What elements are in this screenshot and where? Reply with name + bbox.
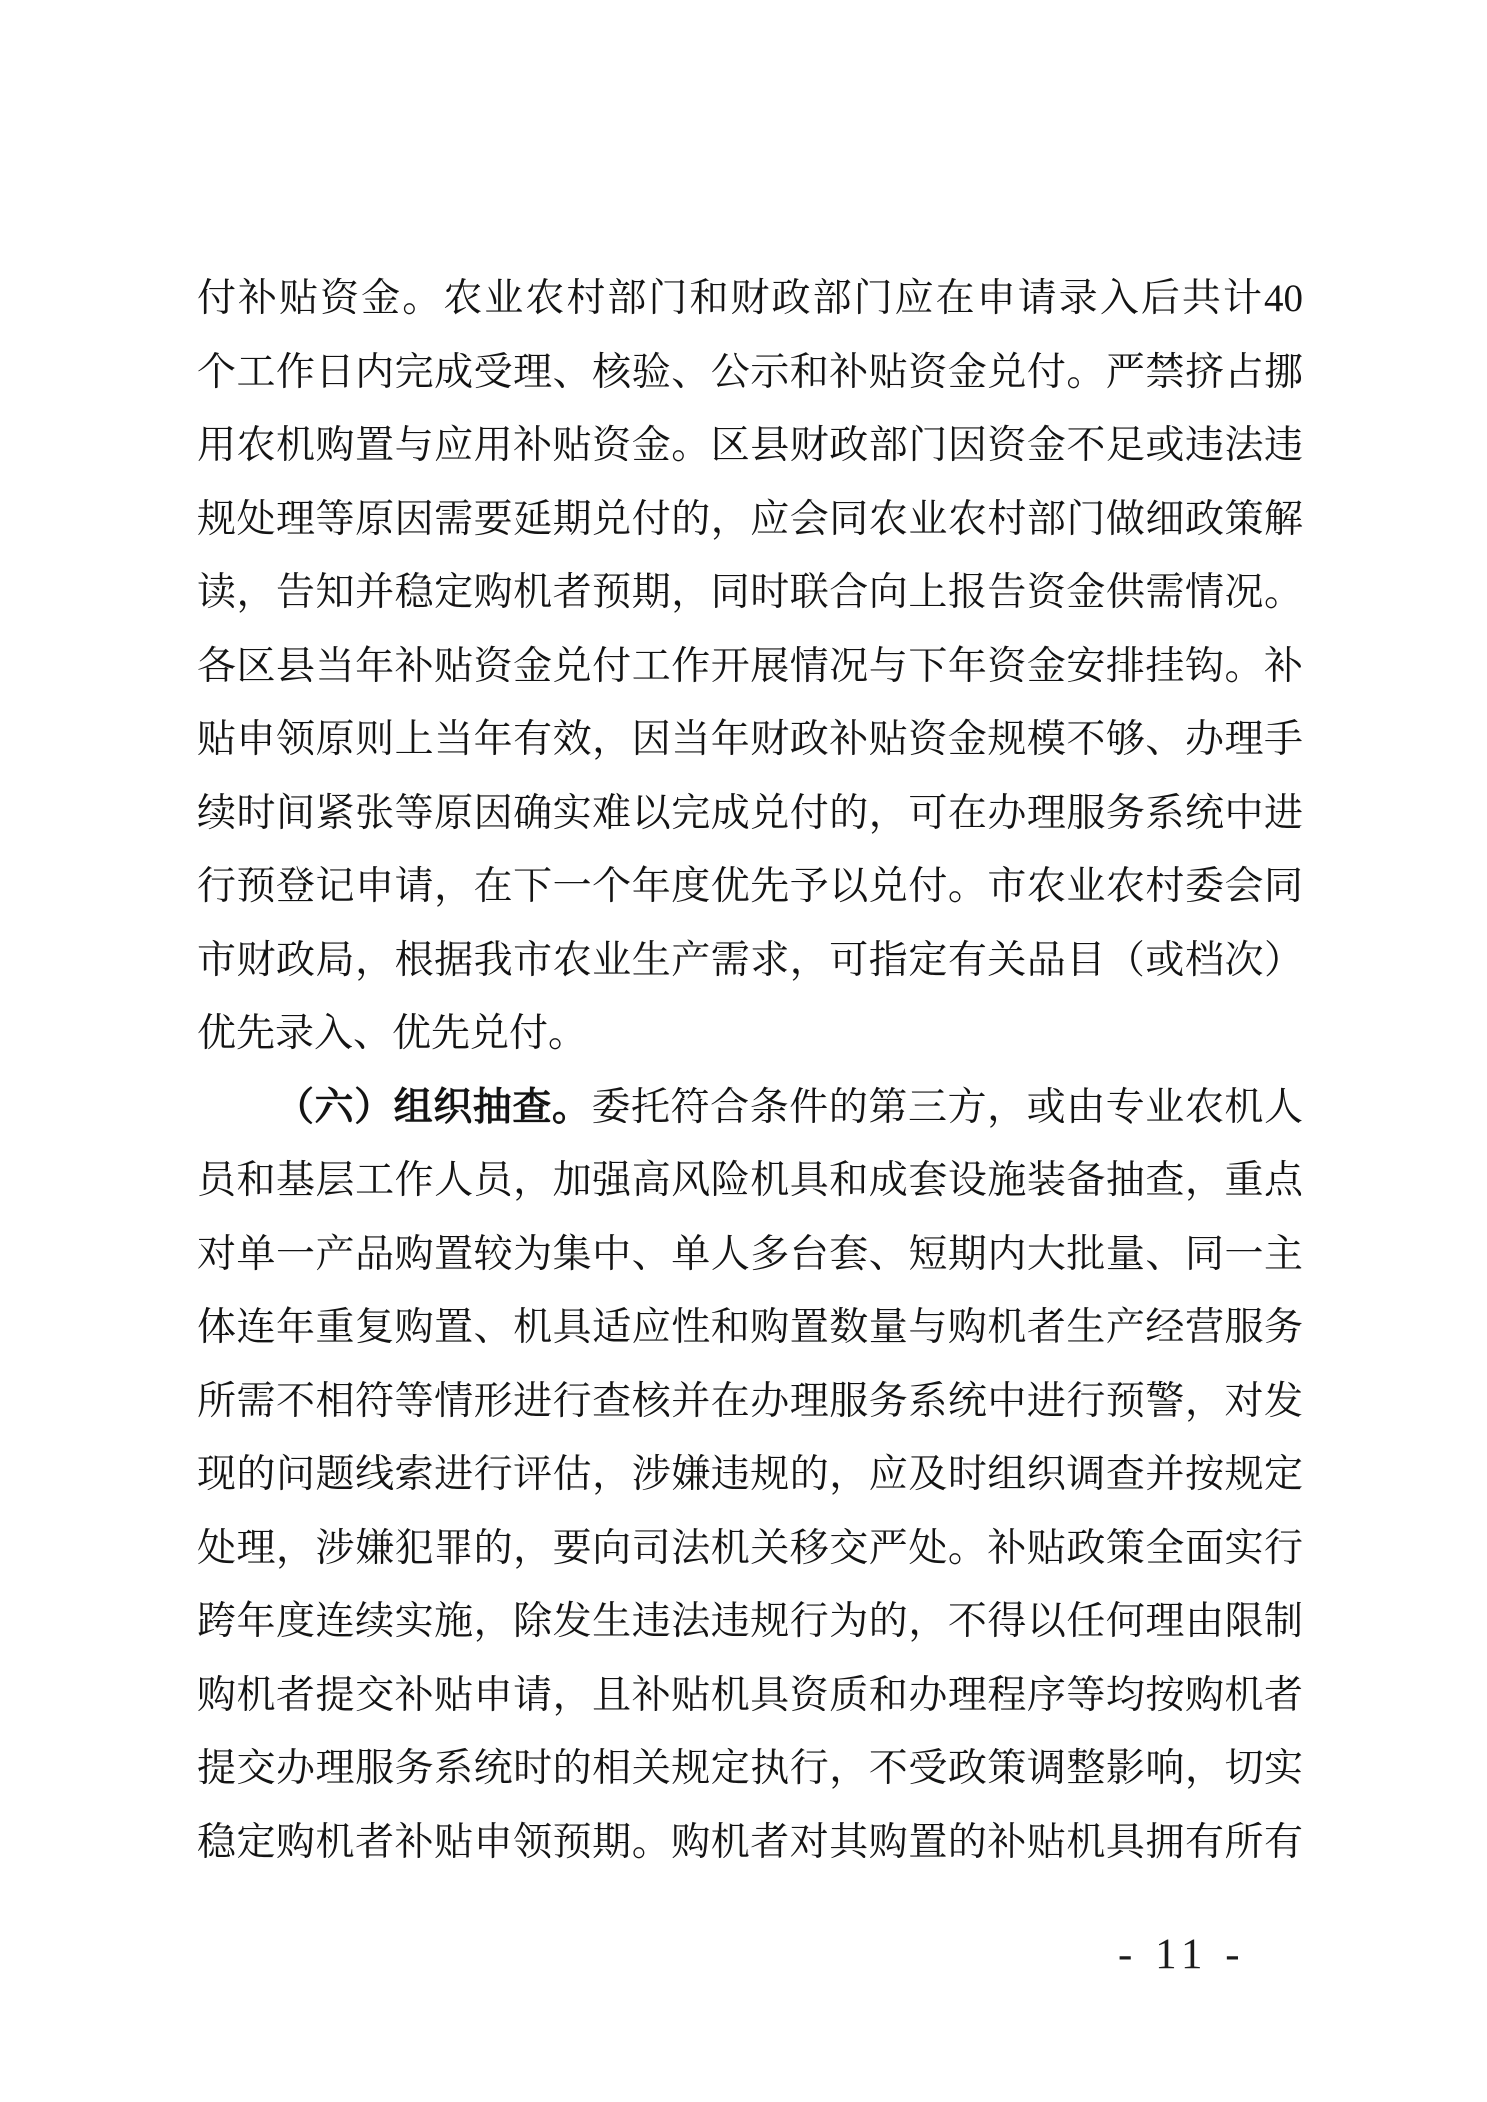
text-line: 员和基层工作人员，加强高风险机具和成套设施装备抽查，重点 [197, 1159, 1303, 1202]
text-line: 处理，涉嫌犯罪的，要向司法机关移交严处。补贴政策全面实行 [197, 1526, 1303, 1570]
text-line: 各区县当年补贴资金兑付工作开展情况与下年资金安排挂钩。补 [197, 644, 1303, 688]
text-line: 贴申领原则上当年有效，因当年财政补贴资金规模不够、办理手 [197, 718, 1303, 761]
text-line: 行预登记申请，在下一个年度优先予以兑付。市农业农村委会同 [197, 865, 1303, 908]
text-run: 委托符合条件的第三方，或由专业农机人 [591, 1085, 1303, 1129]
section-heading: （六）组织抽查。 [275, 1085, 592, 1129]
text-line: 付补贴资金。农业农村部门和财政部门应在申请录入后共计40 [197, 277, 1303, 320]
text-line: 优先录入、优先兑付。 [197, 1012, 588, 1055]
text-line: 对单一产品购置较为集中、单人多台套、短期内大批量、同一主 [197, 1232, 1303, 1276]
text-line: 购机者提交补贴申请，且补贴机具资质和办理程序等均按购机者 [197, 1673, 1303, 1717]
text-line-paragraph-start [197, 1071, 1303, 1145]
text-line: 续时间紧张等原因确实难以完成兑付的，可在办理服务系统中进 [197, 791, 1303, 835]
text-line: 读，告知并稳定购机者预期，同时联合向上报告资金供需情况。 [197, 571, 1303, 614]
text-line: 现的问题线索进行评估，涉嫌违规的，应及时组织调查并按规定 [197, 1453, 1303, 1496]
text-line: 规处理等原因需要延期兑付的，应会同农业农村部门做细政策解 [197, 497, 1303, 541]
text-line: 跨年度连续实施，除发生违法违规行为的，不得以任何理由限制 [197, 1600, 1303, 1643]
text-line: 用农机购置与应用补贴资金。区县财政部门因资金不足或违法违 [197, 424, 1303, 467]
page-number: - 11 - [1118, 1931, 1246, 1978]
text-line: 稳定购机者补贴申领预期。购机者对其购置的补贴机具拥有所有 [197, 1820, 1303, 1864]
text-line: 体连年重复购置、机具适应性和购置数量与购机者生产经营服务 [197, 1306, 1303, 1349]
text-line: 提交办理服务系统时的相关规定执行，不受政策调整影响，切实 [197, 1747, 1303, 1790]
text-line: 所需不相符等情形进行查核并在办理服务系统中进行预警，对发 [197, 1379, 1303, 1423]
text-line: 个工作日内完成受理、核验、公示和补贴资金兑付。严禁挤占挪 [197, 350, 1303, 394]
body-text [197, 262, 1303, 1879]
text-line: 市财政局，根据我市农业生产需求，可指定有关品目（或档次） [197, 938, 1303, 982]
